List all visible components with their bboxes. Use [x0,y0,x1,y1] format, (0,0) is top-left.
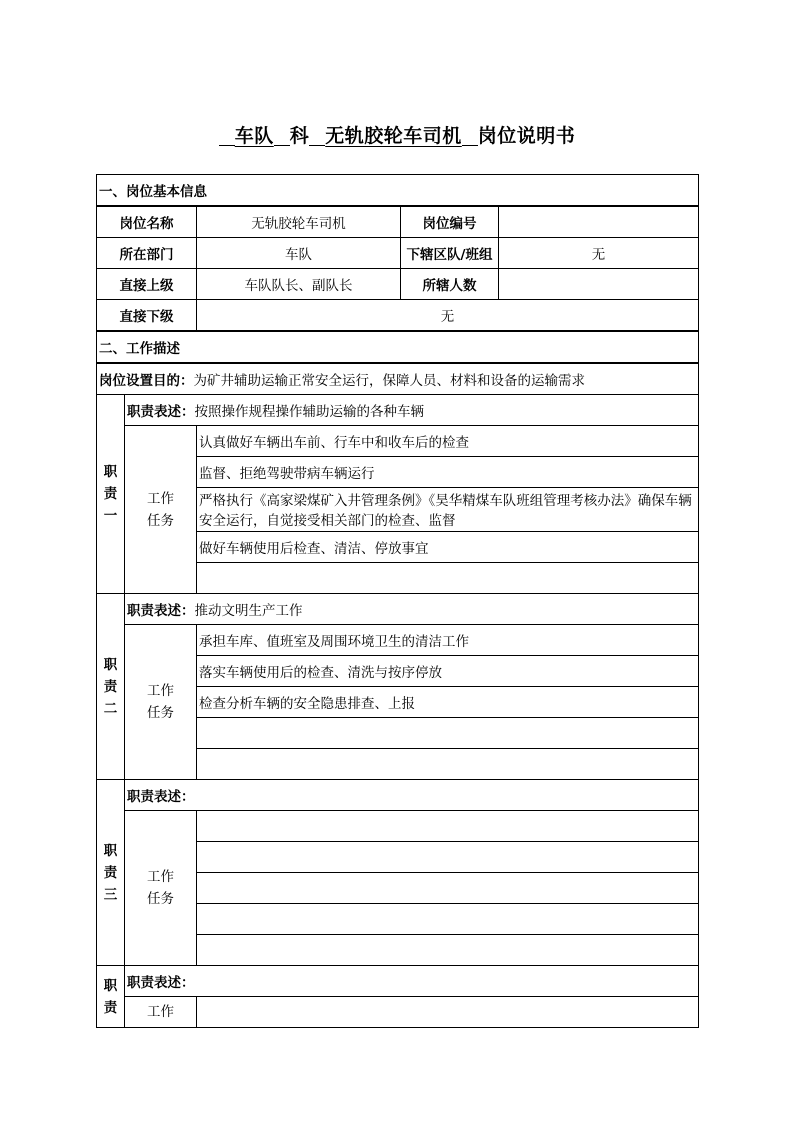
duty-label [97,395,125,594]
position-name-value: 无轨胶轮车司机 [197,206,401,238]
work-task-label-line: 任务 [147,891,174,907]
task-item [197,842,699,873]
position-name-label: 岗位名称 [97,206,197,238]
task-item [197,935,699,966]
purpose-label: 岗位设置目的： [99,373,194,389]
work-task-label-line: 任务 [147,705,174,721]
title-suffix: 岗位说明书 [477,125,576,147]
task-item [197,718,699,749]
department-value: 车队 [197,238,401,269]
title-position: 无轨胶轮车司机 [325,125,462,147]
duty-label [97,966,125,1028]
duty-label-char: 责 [103,864,118,881]
duty-label-char: 责 [103,678,118,695]
task-item [197,811,699,842]
position-code-label: 岗位编号 [401,206,499,238]
task-item: 认真做好车辆出车前、行车中和收车后的检查 [197,426,699,457]
task-item [197,873,699,904]
team-value: 无 [499,238,699,269]
document-title [0,121,794,148]
task-item: 承担车库、值班室及周围环境卫生的清洁工作 [197,625,699,656]
duty-label-char: 职 [103,656,118,673]
duty-label-char: 责 [103,486,118,502]
work-task-label-line: 工作 [147,869,174,885]
team-label: 下辖区队/班组 [401,238,499,269]
task-item: 监督、拒绝驾驶带病车辆运行 [197,457,699,488]
duty-statement-row [125,594,699,625]
duty-label-char: 三 [103,886,118,903]
duty-statement-row [125,966,699,997]
subordinate-label: 直接下级 [97,300,197,332]
duty-statement-label: 职责表述： [127,404,195,420]
duty-label-char: 一 [103,508,118,524]
duty-label-char: 责 [103,999,118,1016]
duty-label [97,594,125,780]
task-item [197,749,699,780]
duty-label [97,780,125,966]
work-task-label [125,426,197,594]
work-task-label [125,811,197,966]
subordinate-value: 无 [197,300,699,332]
section-work-description: 二、工作描述 [97,331,699,363]
duty-label-char: 职 [103,464,118,480]
task-item [197,997,699,1028]
task-item [197,563,699,594]
task-item: 检查分析车辆的安全隐患排查、上报 [197,687,699,718]
superior-label: 直接上级 [97,269,197,300]
duty-statement-label: 职责表述： [127,603,195,619]
work-task-label [125,625,197,780]
purpose-row [97,363,699,395]
work-task-label [125,997,197,1028]
duty-statement: 按照操作规程操作辅助运输的各种车辆 [194,404,424,420]
purpose-text: 为矿井辅助运输正常安全运行，保障人员、材料和设备的运输需求 [193,373,585,389]
duty-label-char: 二 [103,700,118,717]
duty-label-char: 职 [103,842,118,859]
title-dept: 车队 [234,125,274,147]
task-item: 落实车辆使用后的检查、清洗与按序停放 [197,656,699,687]
department-label: 所在部门 [97,238,197,269]
title-section: 科 [289,125,310,147]
duty-label-char: 职 [103,977,118,994]
superior-value: 车队队长、副队长 [197,269,401,300]
duty-statement: 推动文明生产工作 [194,603,303,619]
task-item: 做好车辆使用后检查、清洁、停放事宜 [197,532,699,563]
section-basic-info: 一、岗位基本信息 [97,175,699,207]
duty-statement-label: 职责表述： [127,789,195,805]
task-item: 严格执行《高家梁煤矿入井管理条例》《昊华精煤车队班组管理考核办法》确保车辆安全运行，自觉接受相关部门的检查、监督 [197,488,699,532]
job-description-table [96,174,699,1028]
duty-statement-row [125,395,699,426]
work-task-label-line: 工作 [147,1004,174,1020]
work-task-label-line: 任务 [147,512,174,529]
work-task-label-line: 工作 [147,683,174,699]
duty-statement-label: 职责表述： [127,975,195,991]
duty-statement-row [125,780,699,811]
headcount-value [499,269,699,300]
task-item [197,904,699,935]
position-code-value [499,206,699,238]
headcount-label: 所辖人数 [401,269,499,300]
work-task-label-line: 工作 [147,490,174,507]
